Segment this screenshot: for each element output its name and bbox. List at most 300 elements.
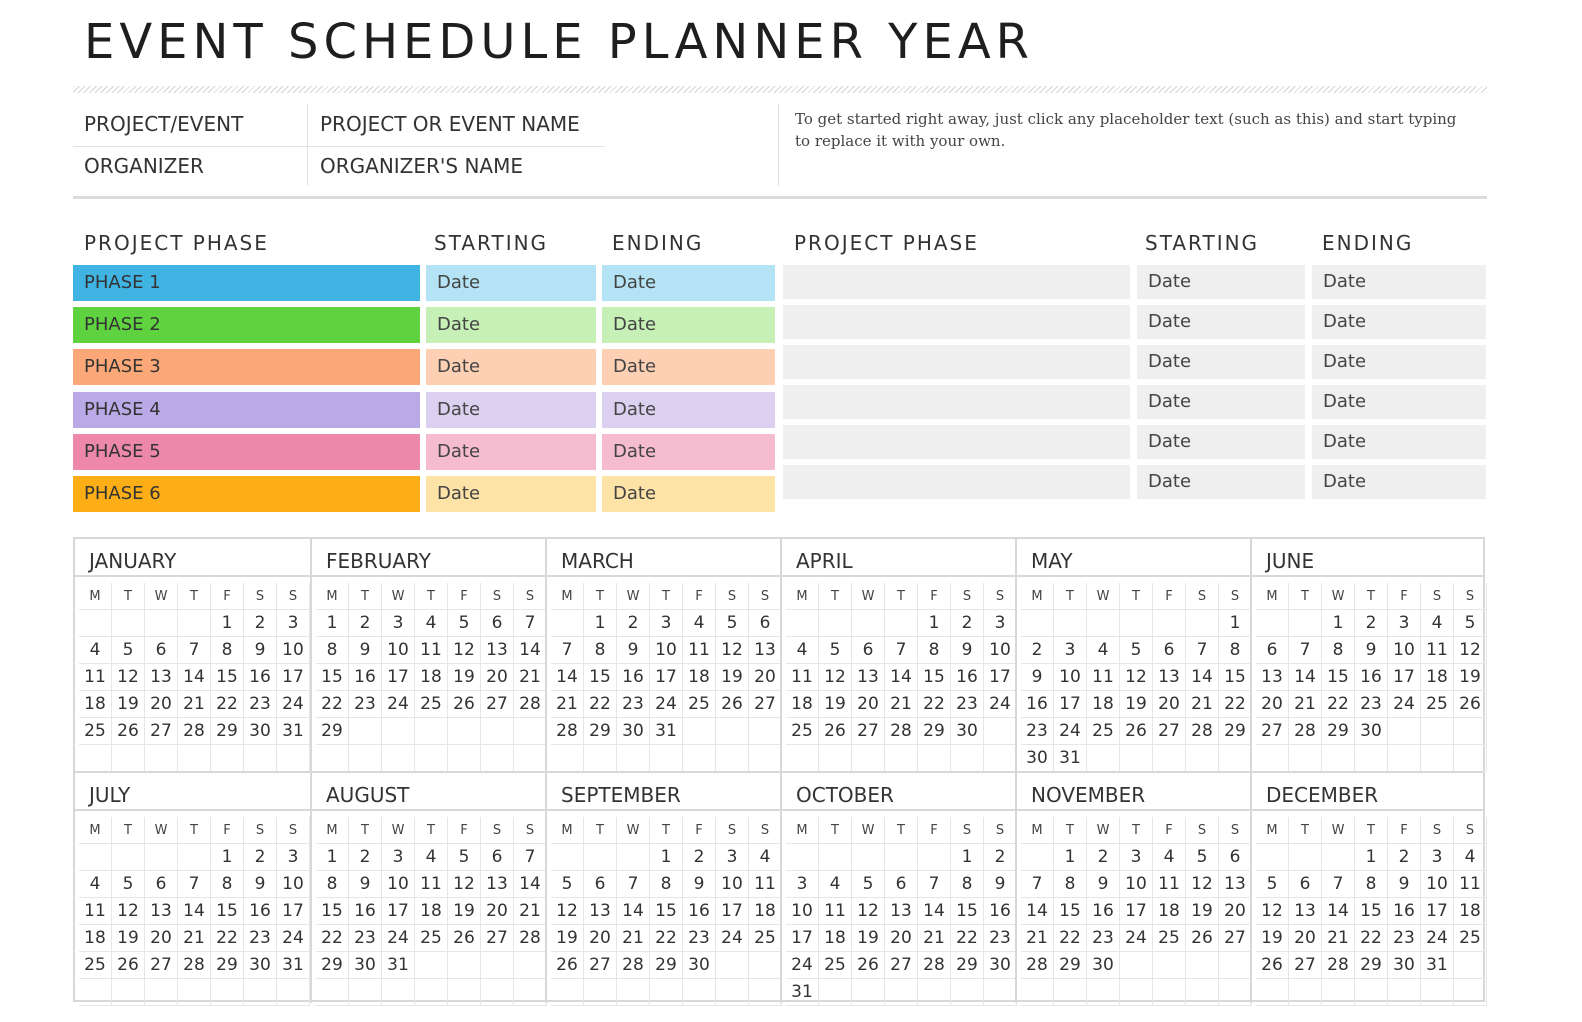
day-cell[interactable]: 19 bbox=[448, 898, 481, 925]
day-cell[interactable]: 30 bbox=[683, 952, 716, 979]
day-cell[interactable]: 3 bbox=[984, 610, 1017, 637]
day-cell[interactable]: 16 bbox=[244, 898, 277, 925]
day-cell[interactable] bbox=[819, 745, 852, 772]
day-cell[interactable]: 18 bbox=[1454, 898, 1487, 925]
day-cell[interactable]: 27 bbox=[1289, 952, 1322, 979]
day-cell[interactable] bbox=[1388, 718, 1421, 745]
day-cell[interactable]: 19 bbox=[112, 925, 145, 952]
day-cell[interactable]: 14 bbox=[617, 898, 650, 925]
day-cell[interactable]: 23 bbox=[683, 925, 716, 952]
day-cell[interactable]: 9 bbox=[1021, 664, 1054, 691]
day-cell[interactable]: 3 bbox=[277, 610, 310, 637]
day-cell[interactable]: 21 bbox=[1322, 925, 1355, 952]
day-cell[interactable]: 9 bbox=[1087, 871, 1120, 898]
day-cell[interactable]: 24 bbox=[277, 925, 310, 952]
day-cell[interactable]: 15 bbox=[211, 898, 244, 925]
day-cell[interactable]: 21 bbox=[918, 925, 951, 952]
day-cell[interactable]: 29 bbox=[211, 952, 244, 979]
day-cell[interactable]: 7 bbox=[1289, 637, 1322, 664]
day-cell[interactable]: 16 bbox=[1087, 898, 1120, 925]
extra-phase-start-date[interactable]: Date bbox=[1137, 265, 1305, 299]
day-cell[interactable] bbox=[1421, 745, 1454, 772]
day-cell[interactable] bbox=[211, 745, 244, 772]
day-cell[interactable]: 22 bbox=[316, 691, 349, 718]
phase-start-date[interactable]: Date bbox=[426, 392, 596, 428]
day-cell[interactable]: 5 bbox=[112, 871, 145, 898]
day-cell[interactable]: 19 bbox=[1186, 898, 1219, 925]
day-cell[interactable] bbox=[918, 745, 951, 772]
day-cell[interactable] bbox=[1120, 610, 1153, 637]
day-cell[interactable]: 30 bbox=[1021, 745, 1054, 772]
day-cell[interactable]: 22 bbox=[650, 925, 683, 952]
day-cell[interactable]: 14 bbox=[551, 664, 584, 691]
phase-name-cell[interactable]: PHASE 1 bbox=[73, 265, 420, 301]
day-cell[interactable]: 1 bbox=[316, 610, 349, 637]
day-cell[interactable]: 24 bbox=[1421, 925, 1454, 952]
day-cell[interactable]: 13 bbox=[145, 898, 178, 925]
day-cell[interactable]: 18 bbox=[1087, 691, 1120, 718]
day-cell[interactable]: 23 bbox=[1355, 691, 1388, 718]
phase-start-date[interactable]: Date bbox=[426, 307, 596, 343]
day-cell[interactable]: 17 bbox=[650, 664, 683, 691]
day-cell[interactable]: 26 bbox=[112, 718, 145, 745]
day-cell[interactable]: 31 bbox=[786, 979, 819, 1006]
day-cell[interactable] bbox=[852, 844, 885, 871]
day-cell[interactable]: 2 bbox=[349, 844, 382, 871]
day-cell[interactable]: 10 bbox=[277, 871, 310, 898]
phase-end-date[interactable]: Date bbox=[602, 265, 775, 301]
day-cell[interactable]: 5 bbox=[1186, 844, 1219, 871]
day-cell[interactable]: 16 bbox=[683, 898, 716, 925]
day-cell[interactable] bbox=[984, 718, 1017, 745]
day-cell[interactable]: 24 bbox=[786, 952, 819, 979]
day-cell[interactable] bbox=[277, 745, 310, 772]
day-cell[interactable]: 25 bbox=[1153, 925, 1186, 952]
day-cell[interactable]: 25 bbox=[79, 718, 112, 745]
day-cell[interactable]: 14 bbox=[178, 898, 211, 925]
day-cell[interactable]: 13 bbox=[885, 898, 918, 925]
day-cell[interactable] bbox=[1087, 745, 1120, 772]
day-cell[interactable]: 26 bbox=[1186, 925, 1219, 952]
day-cell[interactable] bbox=[1219, 745, 1252, 772]
day-cell[interactable]: 10 bbox=[1120, 871, 1153, 898]
phase-start-date[interactable]: Date bbox=[426, 265, 596, 301]
day-cell[interactable]: 6 bbox=[1153, 637, 1186, 664]
day-cell[interactable]: 17 bbox=[1120, 898, 1153, 925]
day-cell[interactable] bbox=[716, 745, 749, 772]
organizer-name-field[interactable]: ORGANIZER'S NAME bbox=[320, 154, 523, 178]
day-cell[interactable]: 25 bbox=[1421, 691, 1454, 718]
day-cell[interactable]: 23 bbox=[349, 925, 382, 952]
day-cell[interactable]: 10 bbox=[382, 637, 415, 664]
phase-end-date[interactable]: Date bbox=[602, 392, 775, 428]
day-cell[interactable] bbox=[1186, 610, 1219, 637]
day-cell[interactable]: 1 bbox=[1322, 610, 1355, 637]
day-cell[interactable]: 13 bbox=[1256, 664, 1289, 691]
day-cell[interactable]: 18 bbox=[683, 664, 716, 691]
day-cell[interactable]: 1 bbox=[584, 610, 617, 637]
day-cell[interactable] bbox=[1054, 979, 1087, 1006]
day-cell[interactable]: 13 bbox=[749, 637, 782, 664]
day-cell[interactable]: 12 bbox=[1186, 871, 1219, 898]
phase-name-cell[interactable]: PHASE 3 bbox=[73, 349, 420, 385]
day-cell[interactable]: 19 bbox=[1256, 925, 1289, 952]
day-cell[interactable] bbox=[178, 745, 211, 772]
day-cell[interactable] bbox=[819, 610, 852, 637]
day-cell[interactable]: 10 bbox=[1388, 637, 1421, 664]
day-cell[interactable] bbox=[1256, 979, 1289, 1006]
day-cell[interactable]: 3 bbox=[277, 844, 310, 871]
day-cell[interactable]: 10 bbox=[1421, 871, 1454, 898]
extra-phase-end-date[interactable]: Date bbox=[1312, 465, 1486, 499]
day-cell[interactable]: 2 bbox=[1355, 610, 1388, 637]
day-cell[interactable]: 31 bbox=[277, 718, 310, 745]
day-cell[interactable] bbox=[1219, 979, 1252, 1006]
day-cell[interactable]: 10 bbox=[650, 637, 683, 664]
extra-phase-start-date[interactable]: Date bbox=[1137, 385, 1305, 419]
day-cell[interactable]: 30 bbox=[1355, 718, 1388, 745]
day-cell[interactable] bbox=[1289, 844, 1322, 871]
day-cell[interactable] bbox=[1153, 979, 1186, 1006]
day-cell[interactable]: 11 bbox=[749, 871, 782, 898]
phase-name-cell[interactable]: PHASE 2 bbox=[73, 307, 420, 343]
extra-phase-name-cell[interactable] bbox=[783, 265, 1130, 299]
day-cell[interactable]: 13 bbox=[1289, 898, 1322, 925]
day-cell[interactable] bbox=[1153, 610, 1186, 637]
day-cell[interactable]: 17 bbox=[1388, 664, 1421, 691]
day-cell[interactable]: 16 bbox=[984, 898, 1017, 925]
day-cell[interactable]: 18 bbox=[786, 691, 819, 718]
day-cell[interactable] bbox=[1186, 952, 1219, 979]
day-cell[interactable]: 8 bbox=[211, 637, 244, 664]
day-cell[interactable] bbox=[178, 610, 211, 637]
day-cell[interactable]: 27 bbox=[584, 952, 617, 979]
day-cell[interactable]: 6 bbox=[1256, 637, 1289, 664]
day-cell[interactable]: 7 bbox=[1186, 637, 1219, 664]
day-cell[interactable] bbox=[145, 745, 178, 772]
day-cell[interactable]: 26 bbox=[1256, 952, 1289, 979]
day-cell[interactable]: 2 bbox=[349, 610, 382, 637]
day-cell[interactable]: 21 bbox=[1289, 691, 1322, 718]
day-cell[interactable]: 22 bbox=[211, 691, 244, 718]
day-cell[interactable]: 13 bbox=[1219, 871, 1252, 898]
day-cell[interactable]: 25 bbox=[819, 952, 852, 979]
day-cell[interactable]: 3 bbox=[382, 610, 415, 637]
day-cell[interactable]: 27 bbox=[749, 691, 782, 718]
day-cell[interactable]: 4 bbox=[819, 871, 852, 898]
day-cell[interactable] bbox=[448, 745, 481, 772]
day-cell[interactable] bbox=[551, 610, 584, 637]
day-cell[interactable]: 14 bbox=[1322, 898, 1355, 925]
day-cell[interactable] bbox=[415, 979, 448, 1006]
day-cell[interactable] bbox=[178, 979, 211, 1006]
day-cell[interactable] bbox=[885, 844, 918, 871]
day-cell[interactable]: 28 bbox=[617, 952, 650, 979]
instruction-tip[interactable]: To get started right away, just click any placeholder text (such as this) and start typing to replace it with your own. bbox=[795, 110, 1457, 150]
day-cell[interactable]: 19 bbox=[551, 925, 584, 952]
day-cell[interactable]: 15 bbox=[1219, 664, 1252, 691]
day-cell[interactable]: 31 bbox=[650, 718, 683, 745]
day-cell[interactable]: 29 bbox=[650, 952, 683, 979]
day-cell[interactable] bbox=[448, 979, 481, 1006]
day-cell[interactable] bbox=[1454, 952, 1487, 979]
day-cell[interactable]: 16 bbox=[1355, 664, 1388, 691]
day-cell[interactable] bbox=[918, 979, 951, 1006]
day-cell[interactable]: 2 bbox=[1021, 637, 1054, 664]
day-cell[interactable]: 7 bbox=[885, 637, 918, 664]
day-cell[interactable]: 14 bbox=[514, 637, 547, 664]
day-cell[interactable]: 16 bbox=[349, 664, 382, 691]
day-cell[interactable]: 5 bbox=[1454, 610, 1487, 637]
day-cell[interactable]: 27 bbox=[1219, 925, 1252, 952]
day-cell[interactable] bbox=[112, 610, 145, 637]
day-cell[interactable]: 6 bbox=[481, 610, 514, 637]
day-cell[interactable]: 9 bbox=[349, 871, 382, 898]
day-cell[interactable]: 7 bbox=[514, 610, 547, 637]
day-cell[interactable] bbox=[716, 952, 749, 979]
day-cell[interactable]: 15 bbox=[951, 898, 984, 925]
day-cell[interactable]: 7 bbox=[617, 871, 650, 898]
day-cell[interactable]: 14 bbox=[918, 898, 951, 925]
day-cell[interactable]: 5 bbox=[551, 871, 584, 898]
day-cell[interactable]: 23 bbox=[244, 925, 277, 952]
day-cell[interactable]: 30 bbox=[244, 718, 277, 745]
day-cell[interactable]: 8 bbox=[1219, 637, 1252, 664]
day-cell[interactable]: 28 bbox=[885, 718, 918, 745]
day-cell[interactable]: 30 bbox=[617, 718, 650, 745]
day-cell[interactable]: 2 bbox=[617, 610, 650, 637]
day-cell[interactable] bbox=[885, 610, 918, 637]
phase-end-date[interactable]: Date bbox=[602, 349, 775, 385]
day-cell[interactable] bbox=[1120, 745, 1153, 772]
day-cell[interactable]: 4 bbox=[79, 637, 112, 664]
day-cell[interactable] bbox=[316, 745, 349, 772]
day-cell[interactable] bbox=[1355, 979, 1388, 1006]
day-cell[interactable] bbox=[481, 952, 514, 979]
day-cell[interactable]: 20 bbox=[145, 691, 178, 718]
day-cell[interactable]: 29 bbox=[1219, 718, 1252, 745]
day-cell[interactable]: 8 bbox=[1054, 871, 1087, 898]
day-cell[interactable]: 16 bbox=[951, 664, 984, 691]
day-cell[interactable]: 26 bbox=[112, 952, 145, 979]
day-cell[interactable]: 18 bbox=[79, 691, 112, 718]
day-cell[interactable]: 30 bbox=[1087, 952, 1120, 979]
day-cell[interactable] bbox=[984, 745, 1017, 772]
extra-phase-end-date[interactable]: Date bbox=[1312, 305, 1486, 339]
day-cell[interactable] bbox=[749, 745, 782, 772]
day-cell[interactable] bbox=[1256, 610, 1289, 637]
day-cell[interactable]: 7 bbox=[918, 871, 951, 898]
day-cell[interactable]: 21 bbox=[1186, 691, 1219, 718]
day-cell[interactable]: 1 bbox=[211, 844, 244, 871]
day-cell[interactable]: 16 bbox=[1021, 691, 1054, 718]
day-cell[interactable]: 4 bbox=[1421, 610, 1454, 637]
day-cell[interactable]: 17 bbox=[1054, 691, 1087, 718]
day-cell[interactable]: 25 bbox=[415, 691, 448, 718]
day-cell[interactable] bbox=[1256, 844, 1289, 871]
day-cell[interactable] bbox=[244, 745, 277, 772]
day-cell[interactable]: 23 bbox=[951, 691, 984, 718]
day-cell[interactable]: 15 bbox=[1322, 664, 1355, 691]
day-cell[interactable]: 20 bbox=[145, 925, 178, 952]
day-cell[interactable]: 16 bbox=[244, 664, 277, 691]
day-cell[interactable]: 9 bbox=[984, 871, 1017, 898]
day-cell[interactable]: 12 bbox=[716, 637, 749, 664]
day-cell[interactable]: 1 bbox=[918, 610, 951, 637]
day-cell[interactable]: 28 bbox=[514, 691, 547, 718]
day-cell[interactable]: 12 bbox=[448, 637, 481, 664]
day-cell[interactable]: 5 bbox=[448, 610, 481, 637]
day-cell[interactable]: 3 bbox=[716, 844, 749, 871]
day-cell[interactable]: 18 bbox=[1421, 664, 1454, 691]
day-cell[interactable]: 8 bbox=[316, 871, 349, 898]
day-cell[interactable]: 26 bbox=[551, 952, 584, 979]
day-cell[interactable]: 9 bbox=[349, 637, 382, 664]
day-cell[interactable] bbox=[885, 979, 918, 1006]
phase-name-cell[interactable]: PHASE 6 bbox=[73, 476, 420, 512]
day-cell[interactable] bbox=[749, 979, 782, 1006]
day-cell[interactable] bbox=[514, 718, 547, 745]
day-cell[interactable]: 23 bbox=[617, 691, 650, 718]
day-cell[interactable]: 6 bbox=[1219, 844, 1252, 871]
day-cell[interactable]: 8 bbox=[1322, 637, 1355, 664]
extra-phase-start-date[interactable]: Date bbox=[1137, 425, 1305, 459]
day-cell[interactable]: 26 bbox=[819, 718, 852, 745]
day-cell[interactable]: 6 bbox=[584, 871, 617, 898]
day-cell[interactable] bbox=[1120, 952, 1153, 979]
day-cell[interactable]: 6 bbox=[1289, 871, 1322, 898]
day-cell[interactable]: 16 bbox=[617, 664, 650, 691]
day-cell[interactable]: 17 bbox=[984, 664, 1017, 691]
day-cell[interactable] bbox=[145, 844, 178, 871]
day-cell[interactable]: 26 bbox=[1454, 691, 1487, 718]
day-cell[interactable]: 25 bbox=[415, 925, 448, 952]
day-cell[interactable]: 1 bbox=[650, 844, 683, 871]
day-cell[interactable]: 29 bbox=[584, 718, 617, 745]
day-cell[interactable]: 22 bbox=[316, 925, 349, 952]
day-cell[interactable]: 14 bbox=[514, 871, 547, 898]
day-cell[interactable]: 9 bbox=[244, 637, 277, 664]
day-cell[interactable]: 17 bbox=[382, 898, 415, 925]
extra-phase-start-date[interactable]: Date bbox=[1137, 305, 1305, 339]
day-cell[interactable]: 26 bbox=[448, 691, 481, 718]
day-cell[interactable]: 7 bbox=[178, 637, 211, 664]
day-cell[interactable] bbox=[1087, 610, 1120, 637]
day-cell[interactable]: 19 bbox=[852, 925, 885, 952]
day-cell[interactable] bbox=[1322, 844, 1355, 871]
day-cell[interactable] bbox=[481, 745, 514, 772]
day-cell[interactable]: 11 bbox=[415, 871, 448, 898]
day-cell[interactable]: 22 bbox=[918, 691, 951, 718]
day-cell[interactable]: 21 bbox=[178, 691, 211, 718]
day-cell[interactable]: 21 bbox=[551, 691, 584, 718]
day-cell[interactable] bbox=[1454, 718, 1487, 745]
day-cell[interactable]: 25 bbox=[786, 718, 819, 745]
day-cell[interactable] bbox=[852, 745, 885, 772]
day-cell[interactable] bbox=[145, 979, 178, 1006]
day-cell[interactable]: 20 bbox=[852, 691, 885, 718]
day-cell[interactable]: 15 bbox=[650, 898, 683, 925]
day-cell[interactable]: 20 bbox=[749, 664, 782, 691]
day-cell[interactable]: 23 bbox=[1087, 925, 1120, 952]
phase-end-date[interactable]: Date bbox=[602, 476, 775, 512]
day-cell[interactable]: 18 bbox=[1153, 898, 1186, 925]
day-cell[interactable] bbox=[984, 979, 1017, 1006]
day-cell[interactable]: 6 bbox=[749, 610, 782, 637]
day-cell[interactable]: 27 bbox=[1153, 718, 1186, 745]
day-cell[interactable]: 13 bbox=[145, 664, 178, 691]
extra-phase-start-date[interactable]: Date bbox=[1137, 345, 1305, 379]
day-cell[interactable]: 22 bbox=[1219, 691, 1252, 718]
day-cell[interactable]: 1 bbox=[951, 844, 984, 871]
day-cell[interactable] bbox=[786, 844, 819, 871]
day-cell[interactable]: 1 bbox=[1054, 844, 1087, 871]
day-cell[interactable] bbox=[683, 745, 716, 772]
day-cell[interactable]: 4 bbox=[786, 637, 819, 664]
extra-phase-end-date[interactable]: Date bbox=[1312, 265, 1486, 299]
day-cell[interactable] bbox=[1186, 979, 1219, 1006]
day-cell[interactable] bbox=[349, 745, 382, 772]
day-cell[interactable]: 11 bbox=[79, 898, 112, 925]
day-cell[interactable]: 24 bbox=[1054, 718, 1087, 745]
day-cell[interactable] bbox=[277, 979, 310, 1006]
day-cell[interactable] bbox=[852, 610, 885, 637]
day-cell[interactable]: 11 bbox=[1421, 637, 1454, 664]
day-cell[interactable]: 27 bbox=[885, 952, 918, 979]
day-cell[interactable]: 21 bbox=[514, 664, 547, 691]
day-cell[interactable]: 12 bbox=[1256, 898, 1289, 925]
day-cell[interactable]: 4 bbox=[415, 844, 448, 871]
day-cell[interactable]: 3 bbox=[786, 871, 819, 898]
day-cell[interactable]: 26 bbox=[448, 925, 481, 952]
day-cell[interactable]: 24 bbox=[984, 691, 1017, 718]
day-cell[interactable]: 28 bbox=[1322, 952, 1355, 979]
day-cell[interactable]: 2 bbox=[1087, 844, 1120, 871]
day-cell[interactable]: 15 bbox=[1054, 898, 1087, 925]
day-cell[interactable]: 3 bbox=[1421, 844, 1454, 871]
day-cell[interactable]: 24 bbox=[716, 925, 749, 952]
day-cell[interactable]: 25 bbox=[683, 691, 716, 718]
day-cell[interactable]: 15 bbox=[316, 664, 349, 691]
day-cell[interactable]: 13 bbox=[584, 898, 617, 925]
day-cell[interactable]: 20 bbox=[481, 664, 514, 691]
day-cell[interactable]: 15 bbox=[1355, 898, 1388, 925]
day-cell[interactable] bbox=[1388, 979, 1421, 1006]
day-cell[interactable]: 5 bbox=[852, 871, 885, 898]
day-cell[interactable]: 7 bbox=[1322, 871, 1355, 898]
day-cell[interactable]: 2 bbox=[1388, 844, 1421, 871]
day-cell[interactable]: 6 bbox=[852, 637, 885, 664]
day-cell[interactable] bbox=[1087, 979, 1120, 1006]
day-cell[interactable]: 4 bbox=[1153, 844, 1186, 871]
day-cell[interactable]: 17 bbox=[1421, 898, 1454, 925]
day-cell[interactable] bbox=[382, 718, 415, 745]
day-cell[interactable]: 13 bbox=[481, 637, 514, 664]
day-cell[interactable]: 30 bbox=[1388, 952, 1421, 979]
extra-phase-end-date[interactable]: Date bbox=[1312, 425, 1486, 459]
day-cell[interactable]: 17 bbox=[716, 898, 749, 925]
day-cell[interactable]: 21 bbox=[178, 925, 211, 952]
day-cell[interactable]: 28 bbox=[551, 718, 584, 745]
day-cell[interactable]: 14 bbox=[885, 664, 918, 691]
day-cell[interactable]: 22 bbox=[211, 925, 244, 952]
day-cell[interactable]: 14 bbox=[1021, 898, 1054, 925]
day-cell[interactable]: 8 bbox=[1355, 871, 1388, 898]
day-cell[interactable]: 11 bbox=[786, 664, 819, 691]
day-cell[interactable]: 31 bbox=[1421, 952, 1454, 979]
day-cell[interactable]: 10 bbox=[984, 637, 1017, 664]
day-cell[interactable] bbox=[1289, 979, 1322, 1006]
